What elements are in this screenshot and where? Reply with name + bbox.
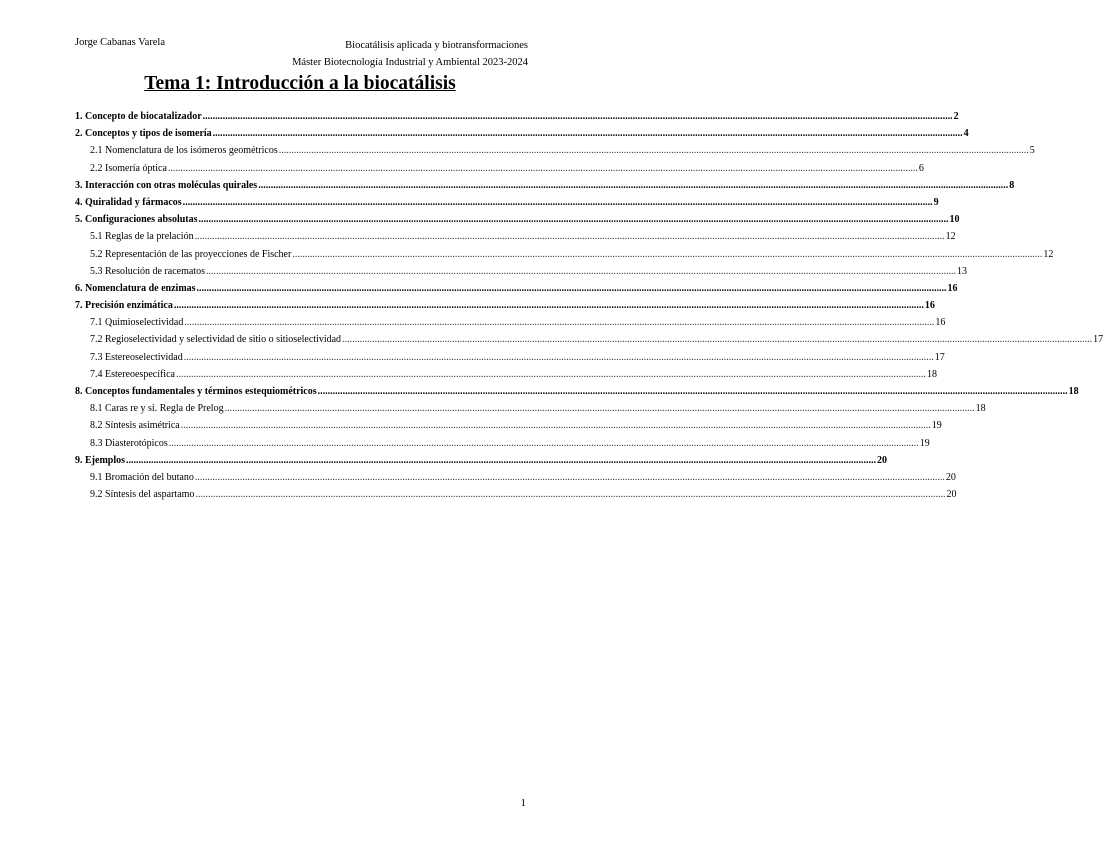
header-course: Biocatálisis aplicada y biotransformaciones (345, 40, 528, 51)
header-course-info (292, 37, 528, 71)
toc-dot-leader: ............................................................................................................................................................................................................................................................................................................ (195, 489, 946, 501)
toc-entry-page: 9 (933, 196, 939, 208)
toc-dot-leader: ............................................................................................................................................................................................................................................................................................................ (224, 403, 975, 415)
toc-entry[interactable] (75, 437, 930, 455)
toc-entry-title: 9.2 Síntesis del aspartamo (90, 489, 195, 501)
toc-dot-leader: ............................................................................................................................................................................................................................................................................................................ (317, 386, 1068, 397)
toc-entry[interactable] (75, 111, 959, 128)
toc-dot-leader: ............................................................................................................................................................................................................................................................................................................ (278, 145, 1029, 157)
toc-entry[interactable] (75, 334, 1103, 351)
toc-entry-title: 5.1 Reglas de la prelación (90, 231, 194, 243)
toc-dot-leader: ............................................................................................................................................................................................................................................................................................................ (183, 351, 934, 363)
toc-entry-page: 16 (935, 317, 946, 329)
toc-entry-title: 7.4 Estereoespecífica (90, 368, 175, 380)
toc-entry[interactable] (75, 128, 969, 145)
toc-entry[interactable] (75, 386, 1079, 403)
toc-dot-leader: ............................................................................................................................................................................................................................................................................................................ (126, 454, 876, 466)
toc-entry-title: 8.1 Caras re y si. Regla de Prelog (90, 403, 224, 415)
toc-entry-title: 1. Concepto de biocatalizador (75, 111, 202, 122)
toc-entry[interactable] (75, 368, 937, 386)
toc-entry[interactable] (75, 489, 957, 506)
toc-entry[interactable] (75, 471, 956, 489)
toc-entry[interactable] (75, 282, 958, 300)
page-number: 1 (520, 797, 526, 809)
toc-dot-leader: ............................................................................................................................................................................................................................................................................................................ (258, 179, 1009, 191)
toc-dot-leader: ............................................................................................................................................................................................................................................................................................................ (173, 300, 924, 312)
toc-entry-title: 4. Quiralidad y fármacos (75, 196, 182, 208)
toc-entry[interactable] (75, 265, 967, 283)
toc-entry-title: 2. Conceptos y tipos de isomería (75, 128, 212, 140)
toc-entry[interactable] (75, 214, 960, 231)
toc-entry-page: 6 (918, 162, 924, 174)
toc-entry-page: 17 (934, 351, 945, 363)
toc-entry[interactable] (75, 196, 939, 214)
toc-entry[interactable] (75, 403, 986, 420)
toc-entry-title: 8.3 Diasterotópicos (90, 437, 168, 449)
header-program: Máster Biotecnología Industrial y Ambiental 2023-2024 (292, 57, 528, 68)
toc-entry-title: 8.2 Síntesis asimétrica (90, 420, 180, 432)
toc-dot-leader: ............................................................................................................................................................................................................................................................................................................ (292, 248, 1043, 260)
toc-entry[interactable] (75, 248, 1054, 266)
toc-dot-leader: ............................................................................................................................................................................................................................................................................................................ (184, 317, 935, 329)
toc-entry-page: 2 (953, 111, 959, 122)
toc-dot-leader: ............................................................................................................................................................................................................................................................................................................ (212, 128, 963, 140)
toc-dot-leader: ............................................................................................................................................................................................................................................................................................................ (180, 420, 931, 432)
toc-entry[interactable] (75, 179, 1015, 197)
toc-entry-title: 7.2 Regioselectividad y selectividad de sitio o sitioselectividad (90, 334, 342, 346)
toc-entry-page: 20 (946, 489, 957, 501)
toc-entry-page: 19 (919, 437, 930, 449)
toc-entry-title: 6. Nomenclatura de enzimas (75, 282, 196, 294)
toc-entry[interactable] (75, 454, 887, 472)
toc-entry-title: 2.1 Nomenclatura de los isómeros geométricos (90, 145, 278, 157)
toc-dot-leader: ............................................................................................................................................................................................................................................................................................................ (198, 214, 949, 226)
toc-dot-leader: ............................................................................................................................................................................................................................................................................................................ (168, 437, 919, 449)
toc-entry-title: 2.2 Isomería óptica (90, 162, 167, 174)
toc-entry-page: 16 (924, 300, 935, 312)
toc-entry-page: 18 (926, 368, 937, 380)
toc-entry-title: 5. Configuraciones absolutas (75, 214, 198, 226)
page-title: Tema 1: Introducción a la biocatálisis (144, 73, 456, 94)
toc-dot-leader: ............................................................................................................................................................................................................................................................................................................ (196, 282, 947, 294)
toc-dot-leader: ............................................................................................................................................................................................................................................................................................................ (194, 231, 945, 243)
toc-entry[interactable] (75, 162, 924, 180)
toc-entry-title: 7.1 Quimioselectividad (90, 317, 184, 329)
toc-dot-leader: ............................................................................................................................................................................................................................................................................................................ (182, 196, 933, 208)
table-of-contents (75, 111, 1103, 506)
toc-entry-title: 9. Ejemplos (75, 454, 125, 466)
toc-dot-leader: ............................................................................................................................................................................................................................................................................................................ (202, 111, 953, 122)
toc-entry-title: 5.2 Representación de las proyecciones de Fischer (90, 248, 292, 260)
toc-entry-title: 7. Precisión enzimática (75, 300, 173, 312)
toc-entry-page: 20 (945, 471, 956, 483)
toc-entry-page: 8 (1009, 179, 1015, 191)
toc-entry-page: 12 (945, 231, 956, 243)
toc-entry-page: 16 (947, 282, 958, 294)
header-author: Jorge Cabanas Varela (75, 37, 165, 48)
toc-entry[interactable] (75, 300, 935, 317)
toc-entry-page: 13 (956, 265, 967, 277)
toc-dot-leader: ............................................................................................................................................................................................................................................................................................................ (194, 471, 945, 483)
toc-entry-page: 17 (1093, 334, 1103, 346)
toc-entry-title: 7.3 Estereoselectividad (90, 351, 183, 363)
toc-dot-leader: ............................................................................................................................................................................................................................................................................................................ (342, 334, 1093, 346)
toc-entry[interactable] (75, 351, 945, 369)
toc-entry-title: 5.3 Resolución de racematos (90, 265, 205, 277)
toc-dot-leader: ............................................................................................................................................................................................................................................................................................................ (205, 265, 956, 277)
toc-entry[interactable] (75, 317, 946, 334)
toc-entry-title: 3. Interacción con otras moléculas quirales (75, 179, 258, 191)
toc-entry-page: 19 (931, 420, 942, 432)
toc-entry-title: 8. Conceptos fundamentales y términos estequiométricos (75, 386, 317, 397)
toc-entry[interactable] (75, 231, 956, 248)
toc-entry-page: 10 (949, 214, 960, 226)
toc-entry-page: 18 (1068, 386, 1079, 397)
toc-dot-leader: ............................................................................................................................................................................................................................................................................................................ (167, 162, 918, 174)
toc-entry-page: 20 (877, 454, 887, 466)
toc-dot-leader: ............................................................................................................................................................................................................................................................................................................ (175, 368, 926, 380)
toc-entry-page: 12 (1043, 248, 1054, 260)
toc-entry-page: 5 (1029, 145, 1035, 157)
toc-entry[interactable] (75, 145, 1035, 162)
toc-entry[interactable] (75, 420, 942, 437)
toc-entry-page: 18 (975, 403, 986, 415)
toc-entry-page: 4 (963, 128, 969, 140)
toc-entry-title: 9.1 Bromación del butano (90, 471, 194, 483)
